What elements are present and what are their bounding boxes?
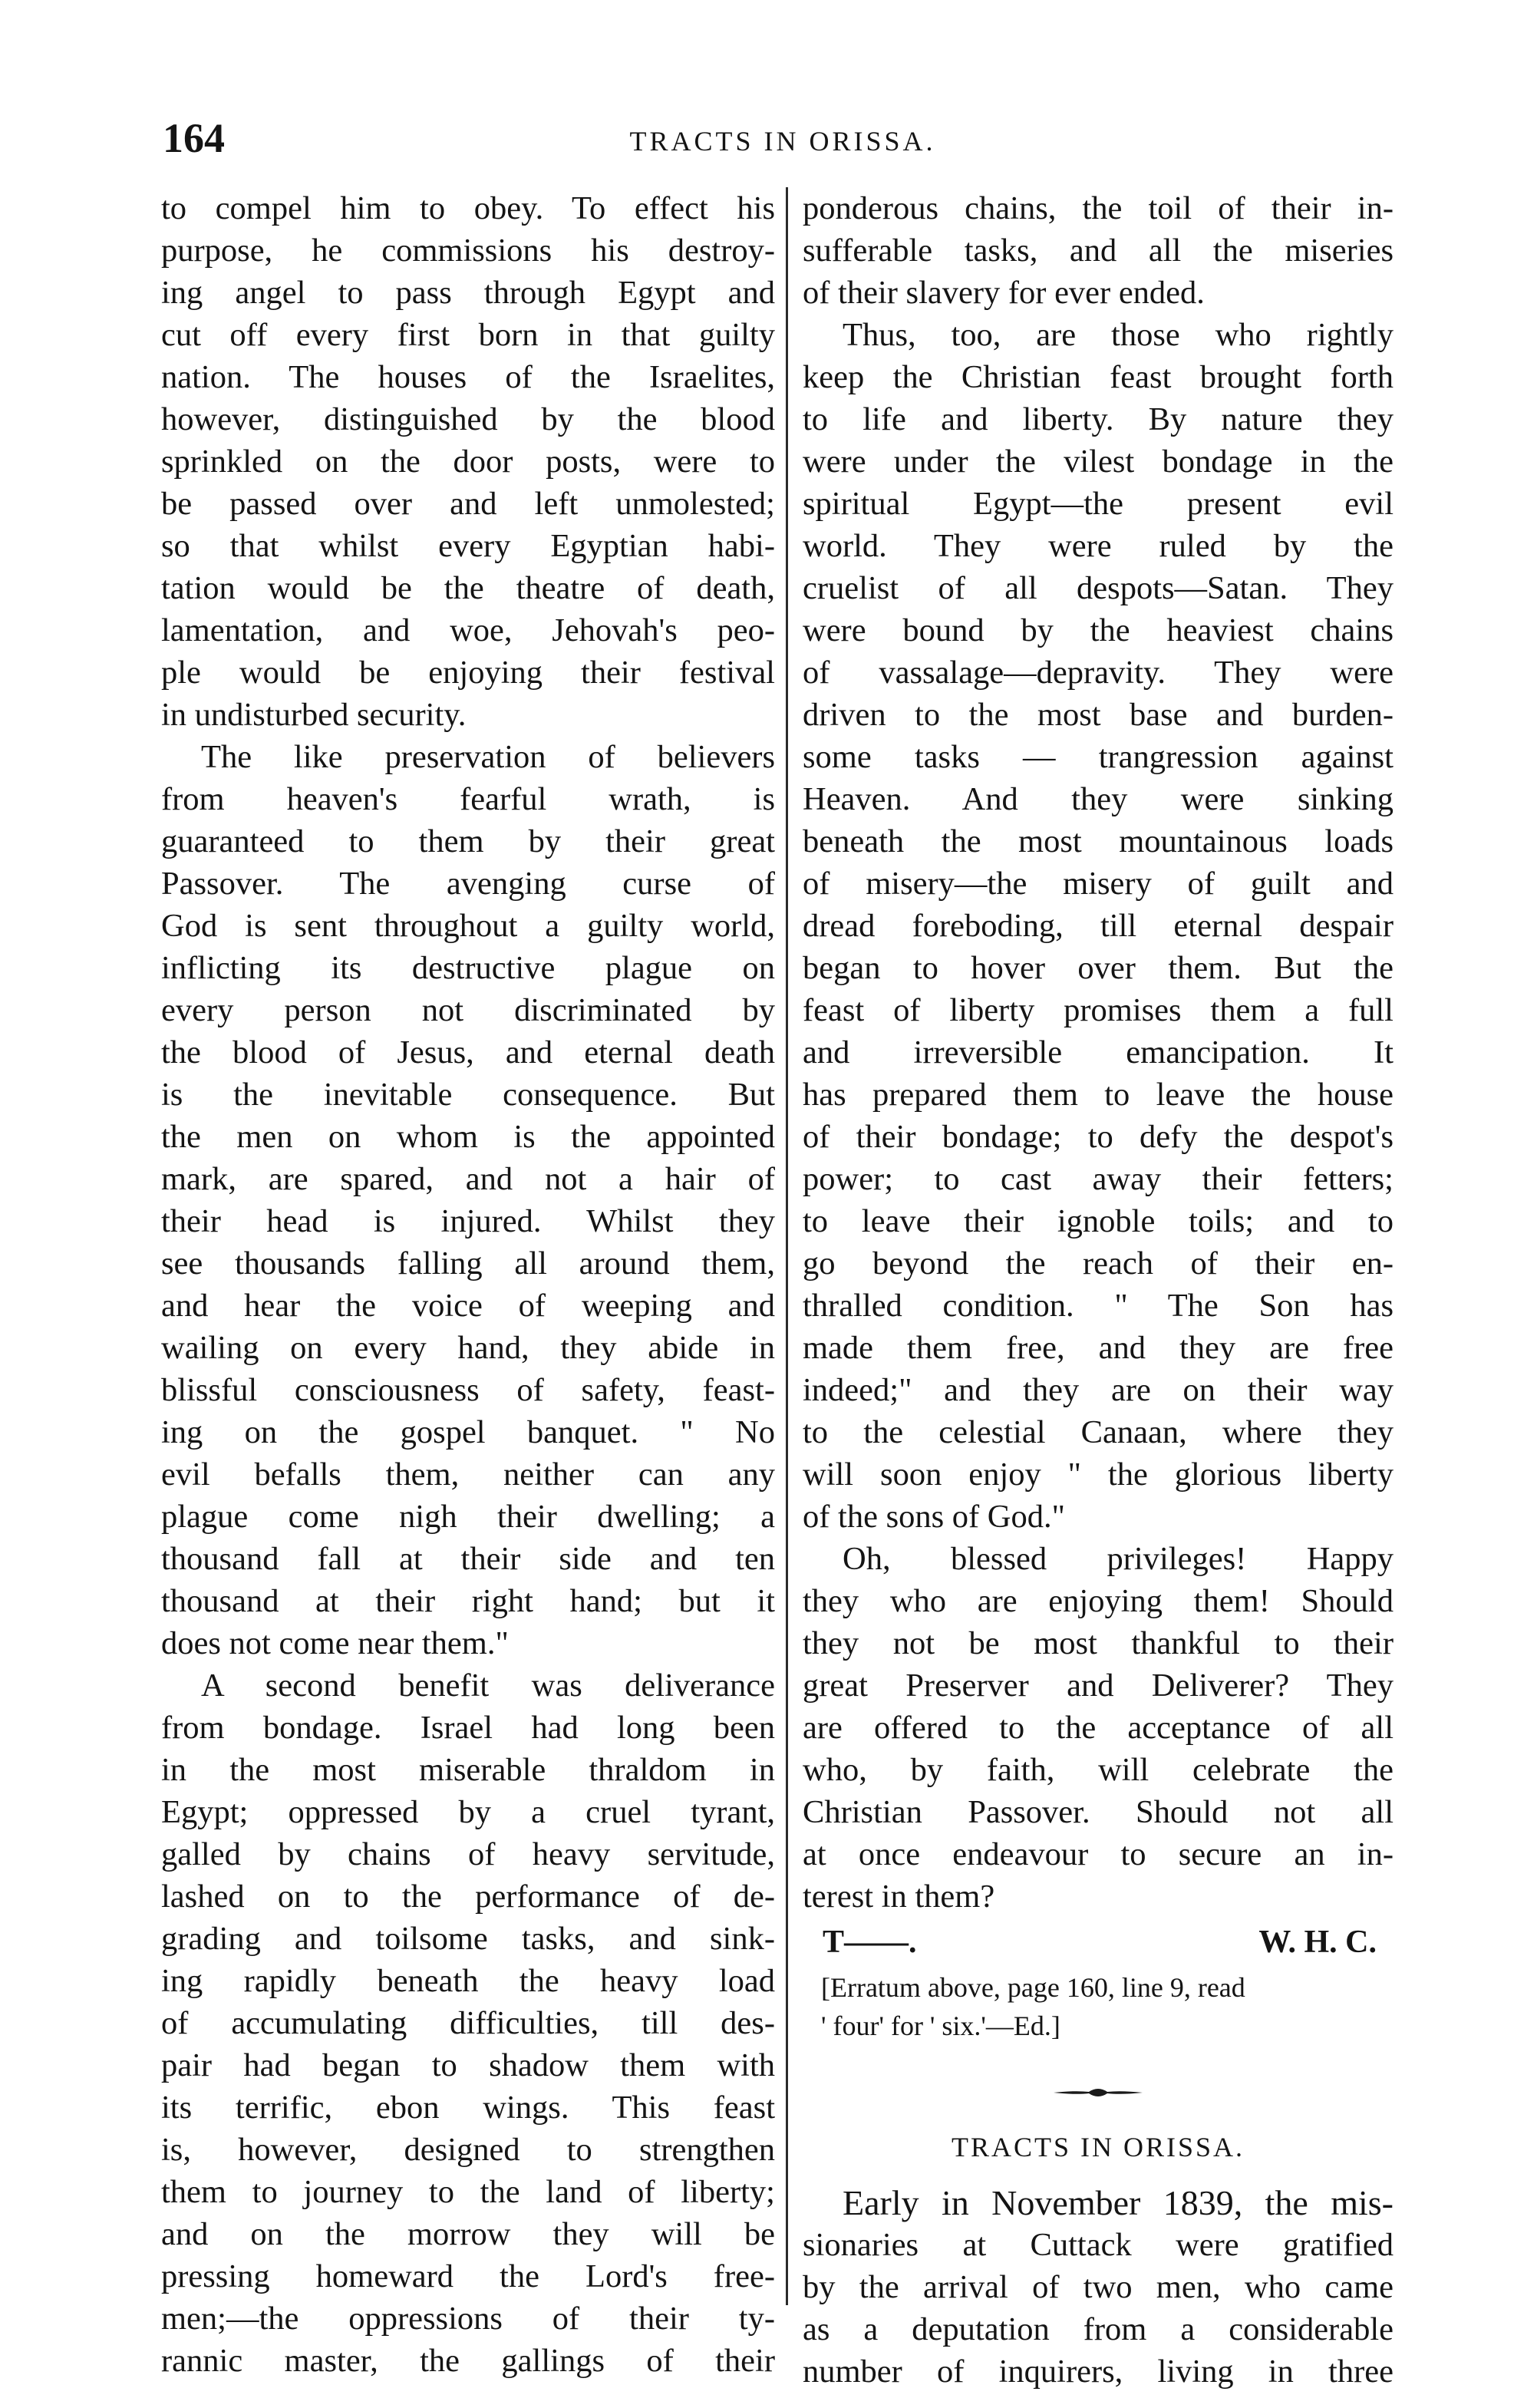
text-line: cruelist of all despots—Satan. They [803,570,1394,606]
text-line: is the inevitable consequence. But [161,1077,775,1113]
text-line: beneath the most mountainous loads [803,823,1394,859]
text-line: by the arrival of two men, who came [803,2269,1394,2305]
text-line: ing on the gospel banquet. " No [161,1414,775,1450]
ornament-icon [1052,2083,1144,2102]
erratum-line: [Erratum above, page 160, line 9, read [821,1972,1245,2003]
text-line: of the sons of God." [803,1499,1065,1535]
text-line: they who are enjoying them! Should [803,1583,1394,1619]
erratum-line: ' four' for ' six.'—Ed.] [821,2011,1060,2041]
erratum-note [803,1970,1394,2044]
ornament-divider [803,2083,1394,2106]
text-line: spiritual Egypt—the present evil [803,486,1394,522]
text-line: the blood of Jesus, and eternal death [161,1034,775,1070]
signature-place: T——. [823,1925,917,1960]
text-line: in undisturbed security. [161,697,467,733]
text-line: Christian Passover. Should not all [803,1794,1394,1830]
text-line: lashed on to the performance of de- [161,1879,775,1915]
text-line: to the celestial Canaan, where they [803,1414,1394,1450]
text-line: lamentation, and woe, Jehovah's peo- [161,612,775,648]
text-line: nation. The houses of the Israelites, [161,359,775,395]
text-line: ing angel to pass through Egypt and [161,275,775,311]
text-line: dread foreboding, till eternal despair [803,908,1394,944]
text-line: wailing on every hand, they abide in [161,1330,775,1366]
text-line: feast of liberty promises them a full [803,992,1394,1028]
text-line: guaranteed to them by their great [161,823,775,859]
text-line: Heaven. And they were sinking [803,781,1394,817]
text-line: from bondage. Israel had long been [161,1710,775,1746]
text-line: has prepared them to leave the house [803,1077,1394,1113]
text-line: of accumulating difficulties, till des- [161,2005,775,2041]
text-line: purpose, he commissions his destroy- [161,233,775,269]
text-line: its terrific, ebon wings. This feast [161,2090,775,2126]
text-line: number of inquirers, living in three [803,2354,1394,2390]
column-divider [786,187,788,2305]
text-line: at once endeavour to secure an in- [803,1836,1394,1872]
text-line: see thousands falling all around them, [161,1245,775,1282]
right-column [803,187,1394,2393]
text-line: evil befalls them, neither can any [161,1456,775,1493]
text-line: sufferable tasks, and all the miseries [803,233,1394,269]
text-line: some tasks — trangression against [803,739,1394,775]
text-line: and on the morrow they will be [161,2216,775,2252]
text-line: to compel him to obey. To effect his [161,190,775,226]
text-line: from heaven's fearful wrath, is [161,781,775,817]
text-line: every person not discriminated by [161,992,775,1028]
text-line: be passed over and left unmolested; [161,486,775,522]
text-line: and hear the voice of weeping and [161,1288,775,1324]
text-line: the men on whom is the appointed [161,1119,775,1155]
text-line: were bound by the heaviest chains [803,612,1394,648]
text-line: does not come near them." [161,1625,509,1661]
text-line: are offered to the acceptance of all [803,1710,1394,1746]
text-line: of their bondage; to defy the despot's [803,1119,1394,1155]
left-column [161,187,775,2382]
text-line: of misery—the misery of guilt and [803,866,1394,902]
text-line: them to journey to the land of liberty; [161,2174,775,2210]
text-line: keep the Christian feast brought forth [803,359,1394,395]
text-line: thousand at their right hand; but it [161,1583,775,1619]
text-line: inflicting its destructive plague on [161,950,775,986]
text-line: world. They were ruled by the [803,528,1394,564]
text-line: they not be most thankful to their [803,1625,1394,1661]
text-line: however, distinguished by the blood [161,401,775,437]
text-line: driven to the most base and burden- [803,697,1394,733]
text-line: to life and liberty. By nature they [803,401,1394,437]
paragraph-start-line: Thus, too, are those who rightly [843,317,1394,353]
text-line: terest in them? [803,1879,995,1915]
text-line: made them free, and they are free [803,1330,1394,1366]
text-line: thousand fall at their side and ten [161,1541,775,1577]
paragraph-start-line: Oh, blessed privileges! Happy [843,1541,1394,1577]
text-line: sionaries at Cuttack were gratified [803,2227,1394,2263]
text-line: blissful consciousness of safety, feast- [161,1372,775,1408]
text-line: sprinkled on the door posts, were to [161,444,775,480]
text-line: great Preserver and Deliverer? They [803,1667,1394,1704]
text-line: and irreversible emancipation. It [803,1034,1394,1070]
text-line: Passover. The avenging curse of [161,866,775,902]
text-line: who, by faith, will celebrate the [803,1752,1394,1788]
text-line: go beyond the reach of their en- [803,1245,1394,1282]
paragraph-start-line: Early in November 1839, the mis- [843,2183,1394,2222]
text-line: so that whilst every Egyptian habi- [161,528,775,564]
text-line: mark, are spared, and not a hair of [161,1161,775,1197]
text-line: is, however, designed to strengthen [161,2132,775,2168]
text-line: were under the vilest bondage in the [803,444,1394,480]
text-line: pressing homeward the Lord's free- [161,2258,775,2294]
text-line: as a deputation from a considerable [803,2311,1394,2347]
section-heading: TRACTS IN ORISSA. [951,2132,1245,2162]
text-line: rannic master, the gallings of their [161,2343,775,2379]
text-line: began to hover over them. But the [803,950,1394,986]
text-line: thralled condition. " The Son has [803,1288,1394,1324]
text-line: their head is injured. Whilst they [161,1203,775,1239]
text-line: Egypt; oppressed by a cruel tyrant, [161,1794,775,1830]
text-line: grading and toilsome tasks, and sink- [161,1921,775,1957]
text-line: will soon enjoy " the glorious liberty [803,1456,1394,1493]
signature [803,1918,1394,1967]
page-number: 164 [163,115,225,161]
text-line: plague come nigh their dwelling; a [161,1499,775,1535]
text-line: in the most miserable thraldom in [161,1752,775,1788]
text-line: ponderous chains, the toil of their in- [803,190,1394,226]
text-line: tation would be the theatre of death, [161,570,775,606]
text-line: galled by chains of heavy servitude, [161,1836,775,1872]
text-line: men;—the oppressions of their ty- [161,2301,775,2337]
text-line: indeed;" and they are on their way [803,1372,1394,1408]
text-line: to leave their ignoble toils; and to [803,1203,1394,1239]
running-title: TRACTS IN ORISSA. [629,126,936,157]
signature-initials: W. H. C. [1258,1925,1377,1960]
text-line: pair had began to shadow them with [161,2047,775,2083]
paragraph-start-line: The like preservation of believers [201,739,775,775]
text-line: ple would be enjoying their festival [161,655,775,691]
text-line: God is sent throughout a guilty world, [161,908,775,944]
paragraph-start-line: A second benefit was deliverance [201,1667,775,1704]
text-line: ing rapidly beneath the heavy load [161,1963,775,1999]
text-line: of vassalage—depravity. They were [803,655,1394,691]
text-line: of their slavery for ever ended. [803,275,1205,311]
text-line: cut off every first born in that guilty [161,317,775,353]
text-line: power; to cast away their fetters; [803,1161,1394,1197]
